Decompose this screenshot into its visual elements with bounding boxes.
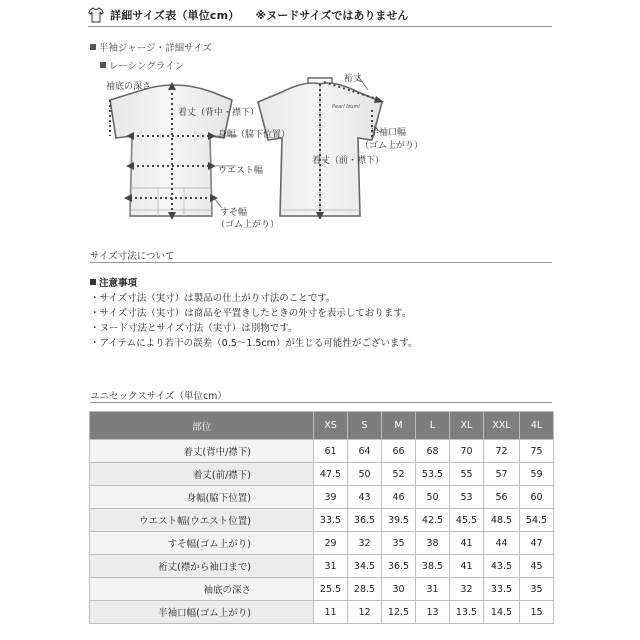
cell-value: 28.5 — [348, 578, 382, 601]
cell-value: 11 — [314, 601, 348, 624]
about-size-title: サイズ寸法について — [90, 248, 552, 263]
cell-value: 12.5 — [382, 601, 416, 624]
notes-heading: 注意事項 — [90, 276, 418, 291]
notes-list — [90, 276, 418, 351]
table-row — [90, 555, 554, 578]
row-part-label: 半袖口幅(ゴム上がり) — [90, 601, 314, 624]
col-size-m: M — [382, 412, 416, 440]
table-header-row — [90, 412, 554, 440]
col-size-l: L — [416, 412, 450, 440]
label-sleeve-depth: 袖底の深さ — [106, 82, 152, 92]
cell-value: 29 — [314, 532, 348, 555]
cell-value: 31 — [416, 578, 450, 601]
row-part-label: ウエスト幅(ウエスト位置) — [90, 509, 314, 532]
cell-value: 68 — [416, 440, 450, 463]
cell-value: 25.5 — [314, 578, 348, 601]
cell-value: 45 — [520, 555, 554, 578]
cell-value: 52 — [382, 463, 416, 486]
table-row — [90, 601, 554, 624]
cell-value: 72 — [484, 440, 520, 463]
racing-line-title: レーシングライン — [100, 58, 184, 72]
cell-value: 35 — [382, 532, 416, 555]
cell-value: 46 — [382, 486, 416, 509]
cell-value: 59 — [520, 463, 554, 486]
cell-value: 66 — [382, 440, 416, 463]
square-bullet-icon — [90, 279, 96, 285]
cell-value: 39.5 — [382, 509, 416, 532]
row-part-label: 裄丈(襟から袖口まで) — [90, 555, 314, 578]
label-length-front: 着丈（前・襟下） — [312, 156, 385, 166]
cell-value: 44 — [484, 532, 520, 555]
cell-value: 38.5 — [416, 555, 450, 578]
cell-value: 41 — [450, 555, 484, 578]
cell-value: 50 — [416, 486, 450, 509]
note-item: ・サイズ寸法（実寸）は商品を平置きしたときの外寸を表示しております。 — [90, 308, 412, 319]
nude-size-note: ※ヌードサイズではありません — [255, 9, 409, 22]
label-sleeve-cuff: 半袖口幅 — [370, 128, 407, 138]
cell-value: 33.5 — [484, 578, 520, 601]
note-item: ・アイテムにより若干の誤差（0.5～1.5cm）が生じる可能性がございます。 — [90, 338, 418, 349]
cell-value: 45.5 — [450, 509, 484, 532]
note-item: ・ヌード寸法とサイズ寸法（実寸）は別物です。 — [90, 323, 298, 334]
row-part-label: 袖底の深さ — [90, 578, 314, 601]
label-hem-width: すそ幅 — [220, 208, 248, 218]
table-row — [90, 509, 554, 532]
cell-value: 60 — [520, 486, 554, 509]
row-part-label: 着丈(前/襟下) — [90, 463, 314, 486]
cell-value: 64 — [348, 440, 382, 463]
cell-value: 56 — [484, 486, 520, 509]
shirt-icon — [88, 7, 104, 23]
cell-value: 38 — [416, 532, 450, 555]
cell-value: 15 — [520, 601, 554, 624]
col-size-s: S — [348, 412, 382, 440]
cell-value: 32 — [450, 578, 484, 601]
label-waist-width: ウエスト幅 — [218, 166, 264, 176]
label-sleeve-cuff-note: （ゴム上がり） — [360, 141, 424, 151]
cell-value: 12 — [348, 601, 382, 624]
chest-logo: Pearl Izumi — [332, 104, 360, 110]
cell-value: 61 — [314, 440, 348, 463]
cell-value: 54.5 — [520, 509, 554, 532]
cell-value: 30 — [382, 578, 416, 601]
cell-value: 70 — [450, 440, 484, 463]
cell-value: 53.5 — [416, 463, 450, 486]
cell-value: 47.5 — [314, 463, 348, 486]
note-item: ・サイズ寸法（実寸）は製品の仕上がり寸法のことです。 — [90, 293, 336, 304]
label-chest-width: 身幅（脇下位置） — [218, 130, 291, 140]
col-size-xs: XS — [314, 412, 348, 440]
cell-value: 13.5 — [450, 601, 484, 624]
table-row — [90, 463, 554, 486]
cell-value: 14.5 — [484, 601, 520, 624]
table-row — [90, 532, 554, 555]
size-chart-header — [88, 4, 552, 27]
cell-value: 75 — [520, 440, 554, 463]
col-size-4l: 4L — [520, 412, 554, 440]
cell-value: 47 — [520, 532, 554, 555]
cell-value: 42.5 — [416, 509, 450, 532]
jersey-diagram — [96, 70, 556, 250]
cell-value: 50 — [348, 463, 382, 486]
cell-value: 36.5 — [382, 555, 416, 578]
cell-value: 34.5 — [348, 555, 382, 578]
table-row — [90, 578, 554, 601]
label-length-back: 着丈（背中・襟下） — [178, 108, 260, 118]
size-table — [89, 411, 554, 624]
cell-value: 41 — [450, 532, 484, 555]
label-hem-note: （ゴム上がり） — [216, 220, 280, 230]
cell-value: 31 — [314, 555, 348, 578]
row-part-label: すそ幅(ゴム上がり) — [90, 532, 314, 555]
cell-value: 36.5 — [348, 509, 382, 532]
col-size-xl: XL — [450, 412, 484, 440]
cell-value: 35 — [520, 578, 554, 601]
cell-value: 13 — [416, 601, 450, 624]
cell-value: 55 — [450, 463, 484, 486]
cell-value: 39 — [314, 486, 348, 509]
jersey-section-title: 半袖ジャージ・詳細サイズ — [90, 40, 212, 54]
label-yuki-length: 裄丈 — [344, 74, 363, 84]
square-bullet-icon — [100, 62, 106, 68]
cell-value: 57 — [484, 463, 520, 486]
cell-value: 33.5 — [314, 509, 348, 532]
unisex-size-title: ユニセックスサイズ（単位cm） — [90, 388, 552, 403]
square-bullet-icon — [90, 44, 96, 50]
table-row — [90, 440, 554, 463]
cell-value: 53 — [450, 486, 484, 509]
table-row — [90, 486, 554, 509]
row-part-label: 着丈(背中/襟下) — [90, 440, 314, 463]
page-title: 詳細サイズ表（単位cm） — [110, 9, 240, 22]
row-part-label: 身幅(脇下位置) — [90, 486, 314, 509]
cell-value: 43 — [348, 486, 382, 509]
col-size-xxl: XXL — [484, 412, 520, 440]
cell-value: 43.5 — [484, 555, 520, 578]
cell-value: 48.5 — [484, 509, 520, 532]
col-part: 部位 — [90, 412, 314, 440]
cell-value: 32 — [348, 532, 382, 555]
